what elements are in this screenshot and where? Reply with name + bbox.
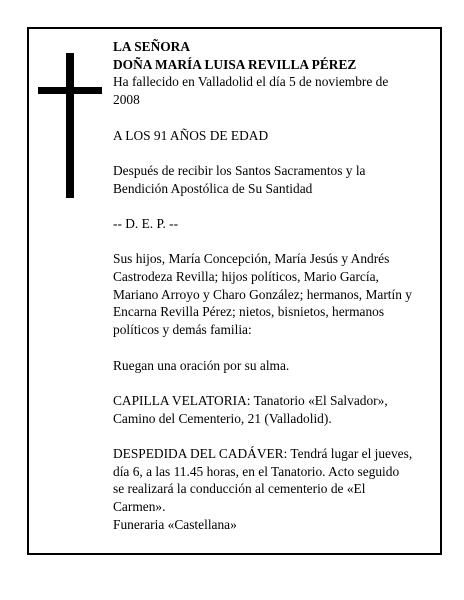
latin-cross-icon xyxy=(38,53,102,198)
deceased-name: DOÑA MARÍA LUISA REVILLA PÉREZ xyxy=(113,56,357,72)
notice-title: LA SEÑORA xyxy=(113,39,191,54)
rip-statement: -- D. E. P. -- xyxy=(113,215,179,231)
age-statement: A LOS 91 AÑOS DE EDAD xyxy=(113,127,269,143)
prayer-request: Ruegan una oración por su alma. xyxy=(113,357,290,373)
cross-vertical-bar xyxy=(66,53,74,198)
sacraments-statement: Después de recibir los Santos Sacramentos y la Bendición Apostólica de Su Santidad xyxy=(113,162,366,196)
funeral-home: Funeraria «Castellana» xyxy=(113,516,237,532)
notice-body xyxy=(113,38,413,534)
death-statement: Ha fallecido en Valladolid el día 5 de noviembre de 2008 xyxy=(113,74,389,108)
chapel-information: CAPILLA VELATORIA: Tanatorio «El Salvador», Camino del Cementerio, 21 (Valladolid). xyxy=(113,392,388,426)
farewell-information: DESPEDIDA DEL CADÁVER: Tendrá lugar el jueves, día 6, a las 11.45 horas, en el Tanatorio. Acto seguido se realizará la conducción al cementerio de «El Carmen». xyxy=(113,446,413,515)
cross-horizontal-bar xyxy=(38,87,102,94)
family-statement: Sus hijos, María Concepción, María Jesús y Andrés Castrodeza Revilla; hijos políticos, Mario García, Mariano Arroyo y Charo González; hermanos, Martín y Encarna Revilla Pérez; nietos, bisnietos, hermanos políticos y demás familia: xyxy=(113,251,412,338)
